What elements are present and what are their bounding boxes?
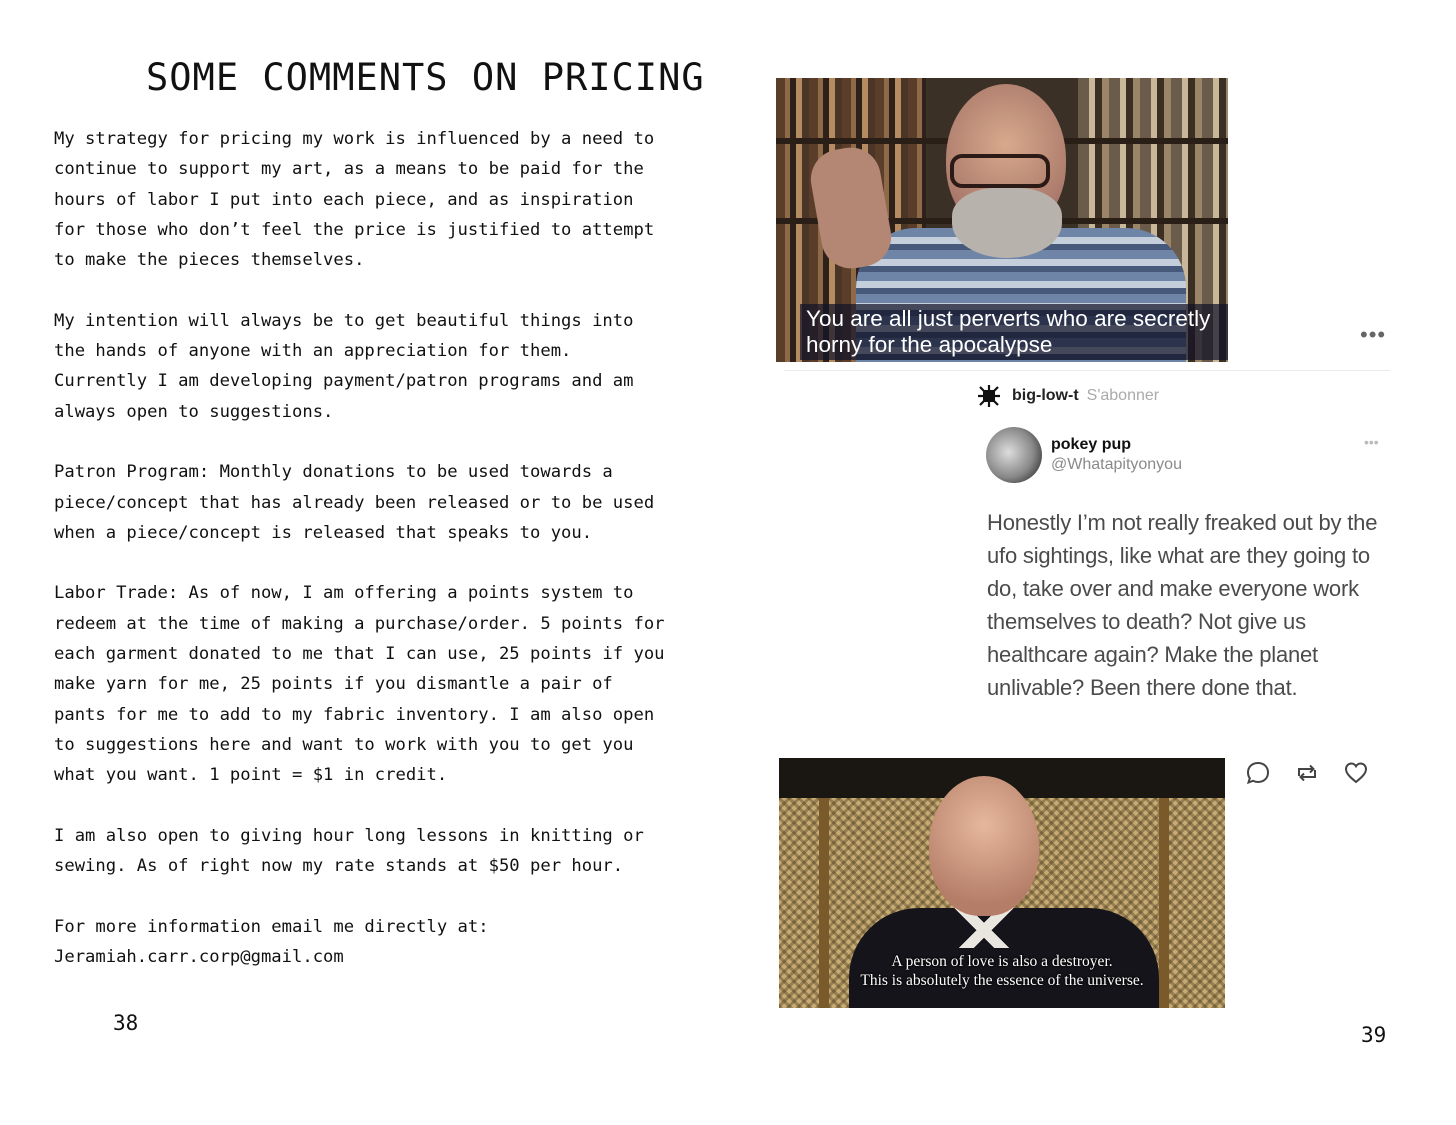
reply-icon[interactable] bbox=[1245, 760, 1271, 786]
paragraph-intention: My intention will always be to get beautiful things into the hands of anyone with an appreciation for them. Currently I am developing payment/patron programs and am always open to suggestions. bbox=[54, 310, 634, 422]
tumblr-avatar-icon[interactable] bbox=[976, 383, 1002, 409]
paragraph-patron-program: Patron Program: Monthly donations to be used towards a piece/concept that has already been released or to be used when a piece/concept is released that speaks to you. bbox=[54, 462, 655, 543]
paragraph-lessons: I am also open to giving hour long lessons in knitting or sewing. As of right now my rate stands at $50 per hour. bbox=[54, 825, 644, 877]
reblog-icon[interactable] bbox=[1294, 760, 1320, 786]
video-still-1 bbox=[776, 78, 1228, 362]
tweet-display-name: pokey pup bbox=[1051, 436, 1132, 453]
glasses bbox=[950, 154, 1050, 188]
speaker-beard bbox=[952, 188, 1062, 258]
blog-name[interactable]: big-low-t bbox=[1012, 387, 1079, 404]
tweet-avatar bbox=[986, 427, 1042, 483]
paragraph-labor-trade: Labor Trade: As of now, I am offering a points system to redeem at the time of making a purchase/order. 5 points for each garment donated to me that I can use, 25 points if you make yarn for me, 25 points if you dismantle a pair of pants for me to add to my fabric inventory. I am also open to suggestions here and want to work with you to get you what you want. 1 point = $1 in credit. bbox=[54, 583, 665, 786]
body-text bbox=[54, 124, 714, 1003]
like-icon[interactable] bbox=[1343, 760, 1369, 786]
page-number-right: 39 bbox=[1361, 1023, 1387, 1047]
paragraph-pricing-strategy: My strategy for pricing my work is influenced by a need to continue to support my art, as a means to be paid for the hours of labor I put into each piece, and as inspiration for those who don’t feel the price is justified to attempt to make the pieces themselves. bbox=[54, 129, 655, 271]
post-menu-icon[interactable]: ••• bbox=[1360, 322, 1387, 347]
still-2-caption: A person of love is also a destroyer. This is absolutely the essence of the universe. bbox=[860, 953, 1144, 989]
tweet-text: Honestly I’m not really freaked out by the ufo sightings, like what are they going to do, take over and make everyone work themselves to death? Not give us healthcare again? Make the planet unlivable? Been there done that. bbox=[987, 510, 1378, 700]
still-1-caption: You are all just perverts who are secretly horny for the apocalypse bbox=[800, 304, 1228, 360]
monk-head bbox=[929, 776, 1039, 916]
page-number-left: 38 bbox=[113, 1011, 139, 1035]
paragraph-contact: For more information email me directly at: Jeramiah.carr.corp@gmail.com bbox=[54, 916, 489, 968]
tweet-handle: @Whatapityonyou bbox=[1051, 456, 1182, 473]
follow-button[interactable]: S'abonner bbox=[1086, 387, 1160, 404]
page-title: SOME COMMENTS ON PRICING bbox=[146, 56, 705, 99]
tumblr-header bbox=[976, 382, 1159, 410]
divider bbox=[784, 370, 1390, 371]
video-still-2 bbox=[779, 758, 1225, 1008]
tweet-more-icon: ••• bbox=[1364, 434, 1379, 450]
